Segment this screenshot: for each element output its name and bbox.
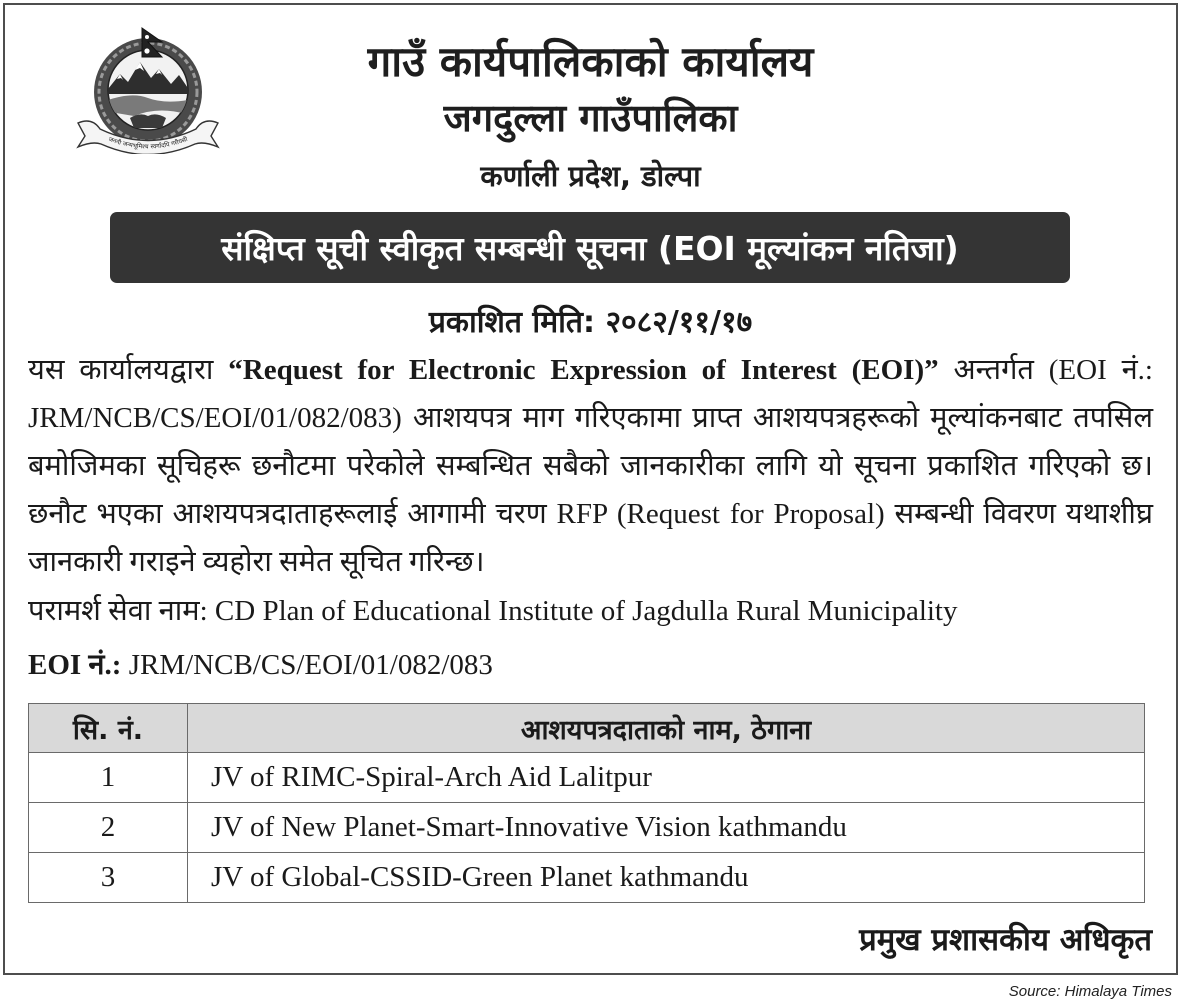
table-row <box>29 753 1145 803</box>
body-intro: यस कार्यालयद्वारा <box>28 354 214 386</box>
consulting-service-line <box>28 587 1153 635</box>
eoi-number-value: JRM/NCB/CS/EOI/01/082/083 <box>128 649 493 681</box>
serial-number-cell: 1 <box>29 753 188 803</box>
column-header-applicant: आशयपत्रदाताको नाम, ठेगाना <box>188 704 1145 753</box>
service-label: परामर्श सेवा नाम: <box>28 595 208 627</box>
emblem-motto: जननी जन्मभूमिश्च स्वर्गादपि गरीयसी <box>107 136 189 151</box>
applicant-name-cell: JV of Global-CSSID-Green Planet kathmandu <box>188 853 1145 903</box>
published-date: २०८२/११/१७ <box>605 305 753 340</box>
table-body <box>29 753 1145 903</box>
published-label: प्रकाशित मिति: <box>428 305 595 340</box>
table-head <box>29 704 1145 753</box>
table-row <box>29 803 1145 853</box>
signatory-title: प्रमुख प्रशासकीय अधिकृत <box>859 922 1152 958</box>
applicant-name-cell: JV of New Planet-Smart-Innovative Vision kathmandu <box>188 803 1145 853</box>
notice-title: संक्षिप्त सूची स्वीकृत सम्बन्धी सूचना (EOI मूल्यांकन नतिजा) <box>221 229 959 268</box>
eoi-number-line <box>28 641 1153 689</box>
applicant-name-cell: JV of RIMC-Spiral-Arch Aid Lalitpur <box>188 753 1145 803</box>
column-header-serial: सि. नं. <box>29 704 188 753</box>
notice-title-banner <box>110 212 1070 283</box>
eoi-title: “Request for Electronic Expression of Interest (EOI)” <box>228 354 939 386</box>
eoi-number-label: EOI नं.: <box>28 649 122 681</box>
body-text: अन्तर्गत (EOI नं.: JRM/NCB/CS/EOI/01/082/083) आशयपत्र माग गरिएकामा प्राप्त आशयपत्रहरूको मूल्यांकनबाट तपसिल बमोजिमका सूचिहरू छनौटमा परेकोले सम्बन्धित सबैको जानकारीका लागि यो सूचना प्रकाशित गरिएको छ। छनौट भएका आशयपत्रदाताहरूलाई आगामी चरण RFP (Request for Proposal) सम्बन्धी विवरण यथाशीघ्र जानकारी गराइने व्यहोरा समेत सूचित गरिन्छ। <box>28 354 1153 578</box>
location-line: कर्णाली प्रदेश, डोल्पा <box>480 159 701 193</box>
notice-body <box>28 346 1153 586</box>
serial-number-cell: 2 <box>29 803 188 853</box>
table-row <box>29 853 1145 903</box>
serial-number-cell: 3 <box>29 853 188 903</box>
published-date-line <box>0 303 1181 343</box>
table-header-row <box>29 704 1145 753</box>
service-name: CD Plan of Educational Institute of Jagdulla Rural Municipality <box>214 595 958 627</box>
office-title: गाउँ कार्यपालिकाको कार्यालय <box>367 37 814 86</box>
municipality-name: जगदुल्ला गाउँपालिका <box>443 96 738 140</box>
source-credit: Source: Himalaya Times <box>1008 983 1172 1000</box>
shortlist-table <box>28 703 1145 903</box>
